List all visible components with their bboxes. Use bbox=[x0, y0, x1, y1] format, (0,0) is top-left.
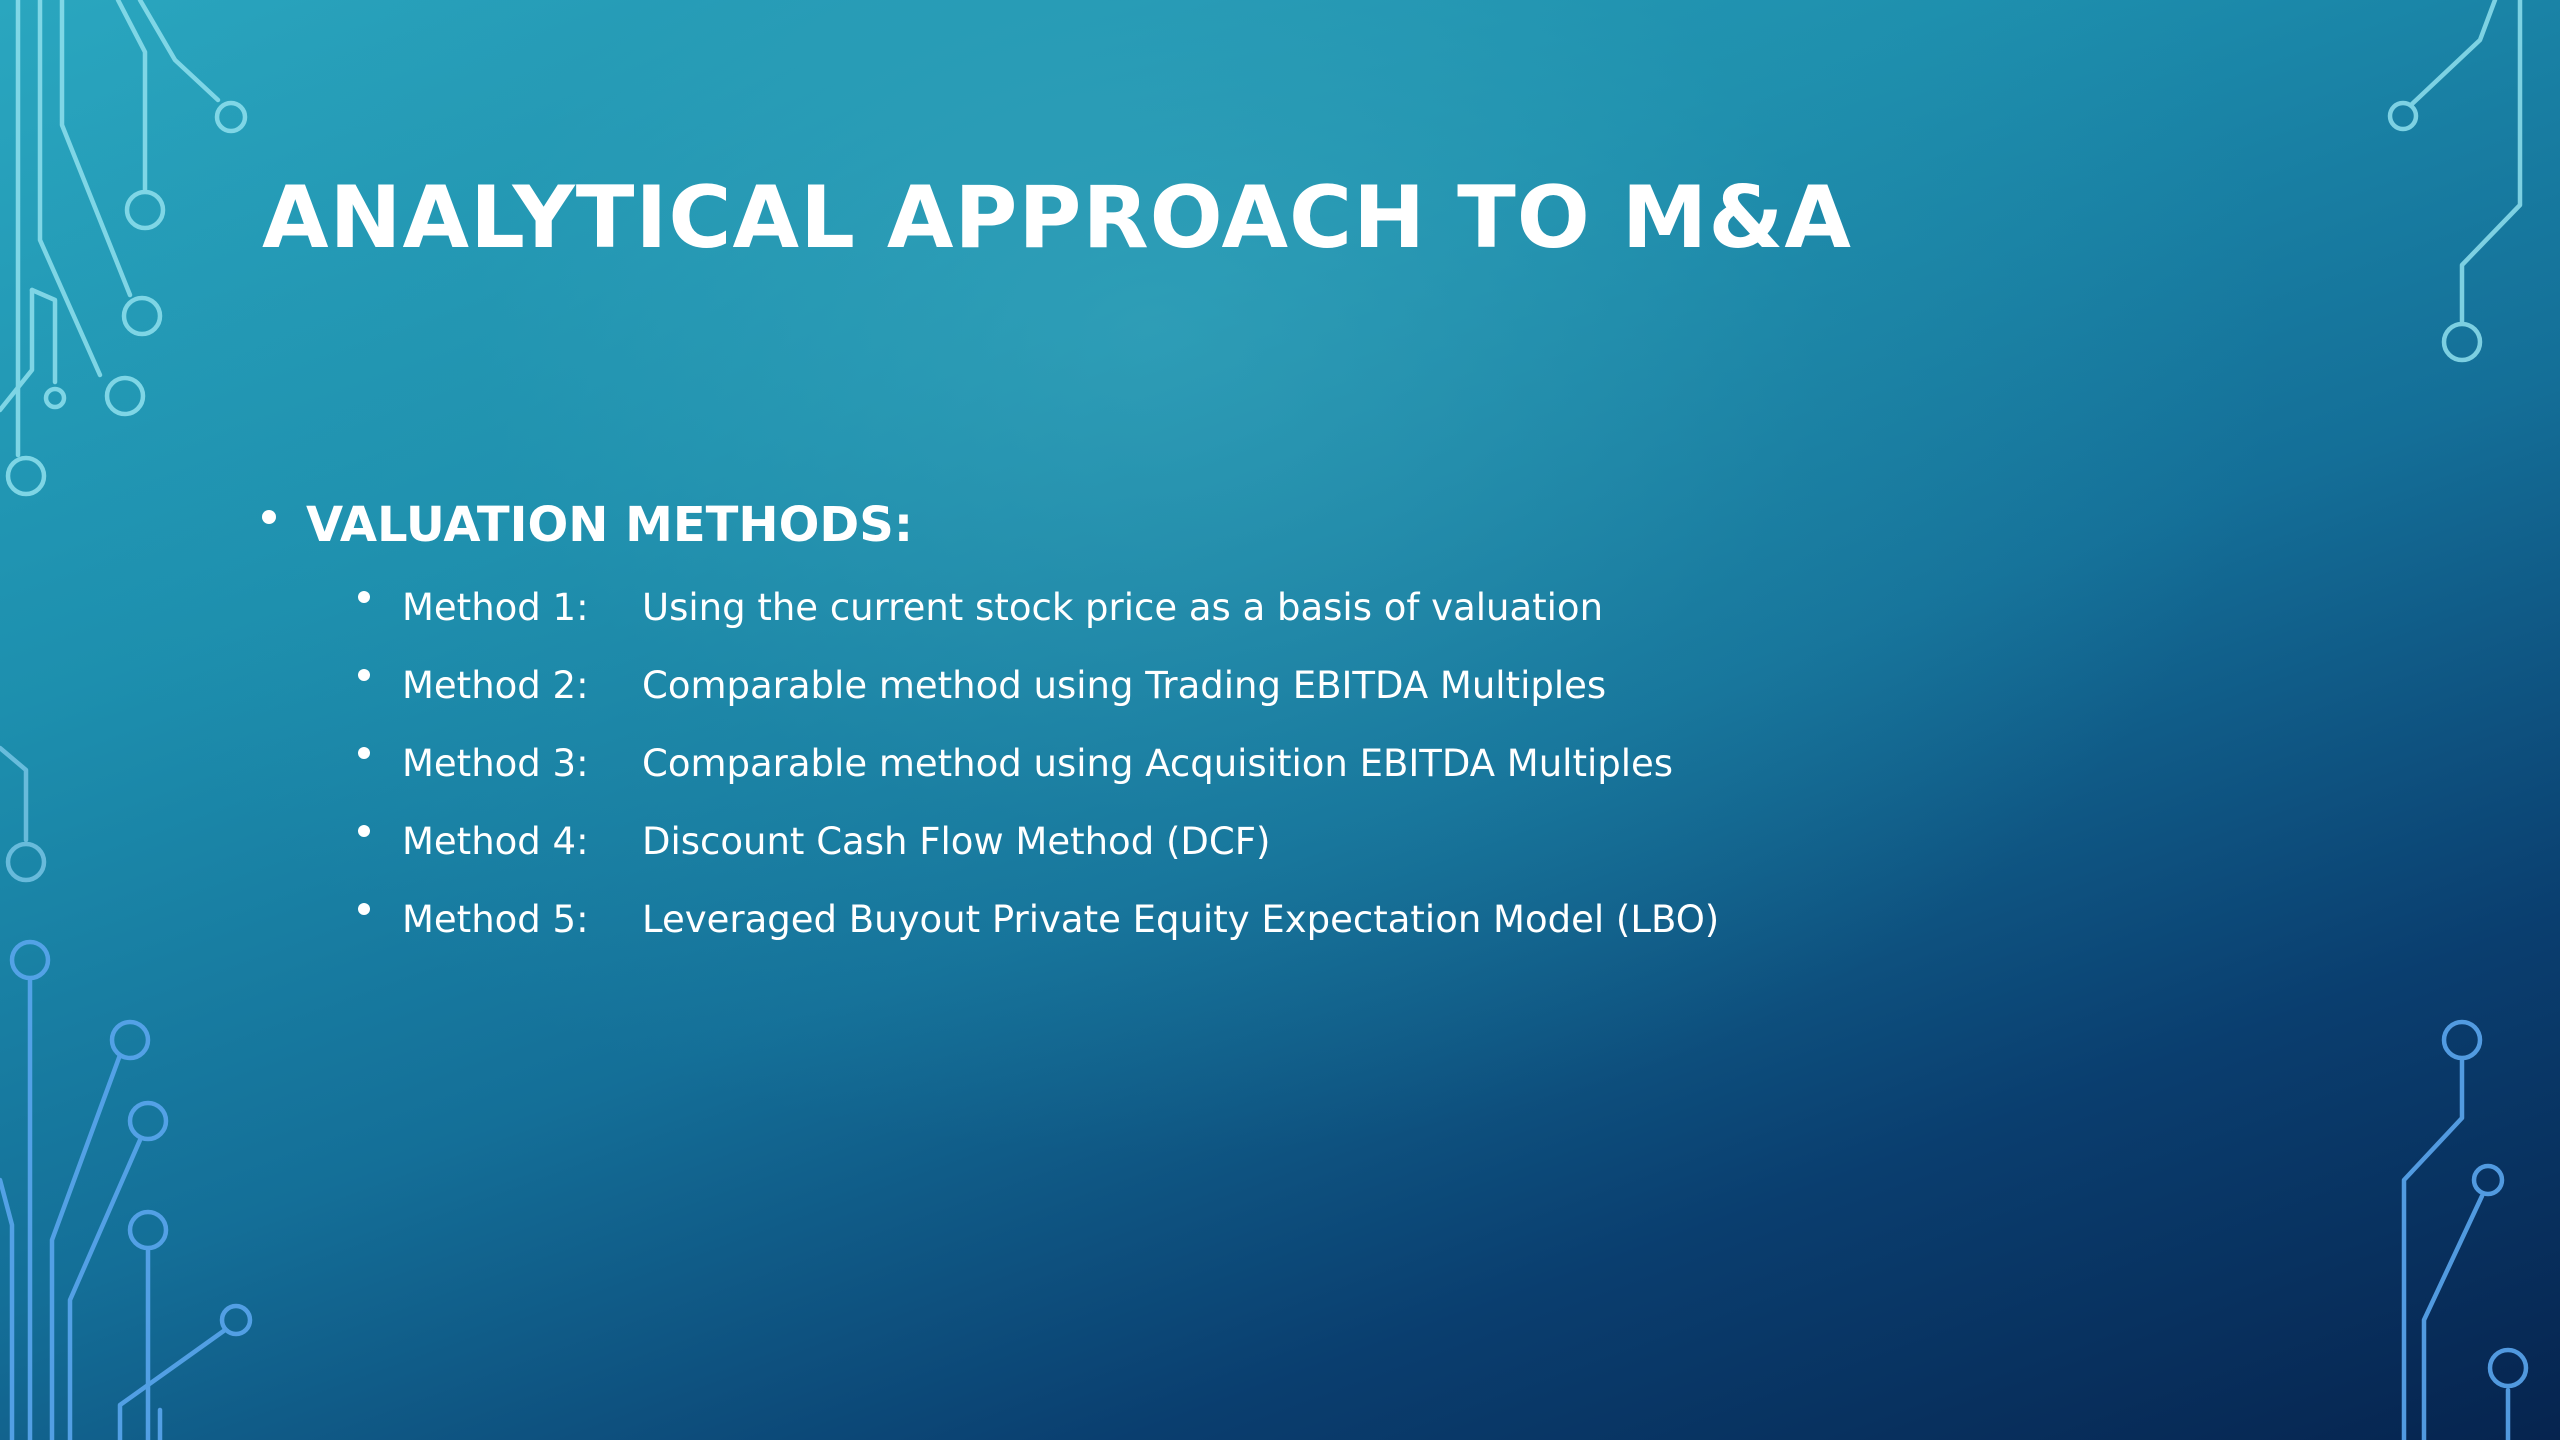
methods-list bbox=[262, 568, 2162, 958]
circuit-bottom-right-icon bbox=[2404, 1022, 2526, 1440]
method-label: Method 2: bbox=[402, 663, 589, 707]
bullet-icon bbox=[358, 825, 370, 837]
bullet-icon bbox=[262, 510, 276, 524]
method-label: Method 3: bbox=[402, 741, 589, 785]
list-item bbox=[358, 802, 2162, 880]
circuit-top-right-icon bbox=[2390, 0, 2520, 360]
method-description: Discount Cash Flow Method (DCF) bbox=[642, 819, 1271, 863]
bullet-icon bbox=[358, 747, 370, 759]
valuation-section bbox=[262, 490, 2162, 958]
list-item bbox=[358, 568, 2162, 646]
method-description: Leveraged Buyout Private Equity Expectation Model (LBO) bbox=[642, 897, 1720, 941]
bullet-icon bbox=[358, 591, 370, 603]
list-item bbox=[358, 646, 2162, 724]
list-item bbox=[358, 724, 2162, 802]
slide-title: ANALYTICAL APPROACH TO M&A bbox=[262, 168, 1852, 268]
method-description: Using the current stock price as a basis of valuation bbox=[642, 585, 1604, 629]
method-label: Method 5: bbox=[402, 897, 589, 941]
bullet-icon bbox=[358, 669, 370, 681]
bullet-icon bbox=[358, 903, 370, 915]
list-item bbox=[358, 880, 2162, 958]
circuit-top-left-icon bbox=[0, 0, 245, 494]
section-heading bbox=[262, 490, 2162, 560]
circuit-mid-left-icon bbox=[0, 748, 44, 880]
method-description: Comparable method using Acquisition EBITDA Multiples bbox=[642, 741, 1674, 785]
method-description: Comparable method using Trading EBITDA Multiples bbox=[642, 663, 1607, 707]
method-label: Method 4: bbox=[402, 819, 589, 863]
method-label: Method 1: bbox=[402, 585, 589, 629]
circuit-bottom-left-icon bbox=[0, 942, 250, 1440]
section-label: VALUATION METHODS: bbox=[306, 497, 914, 553]
